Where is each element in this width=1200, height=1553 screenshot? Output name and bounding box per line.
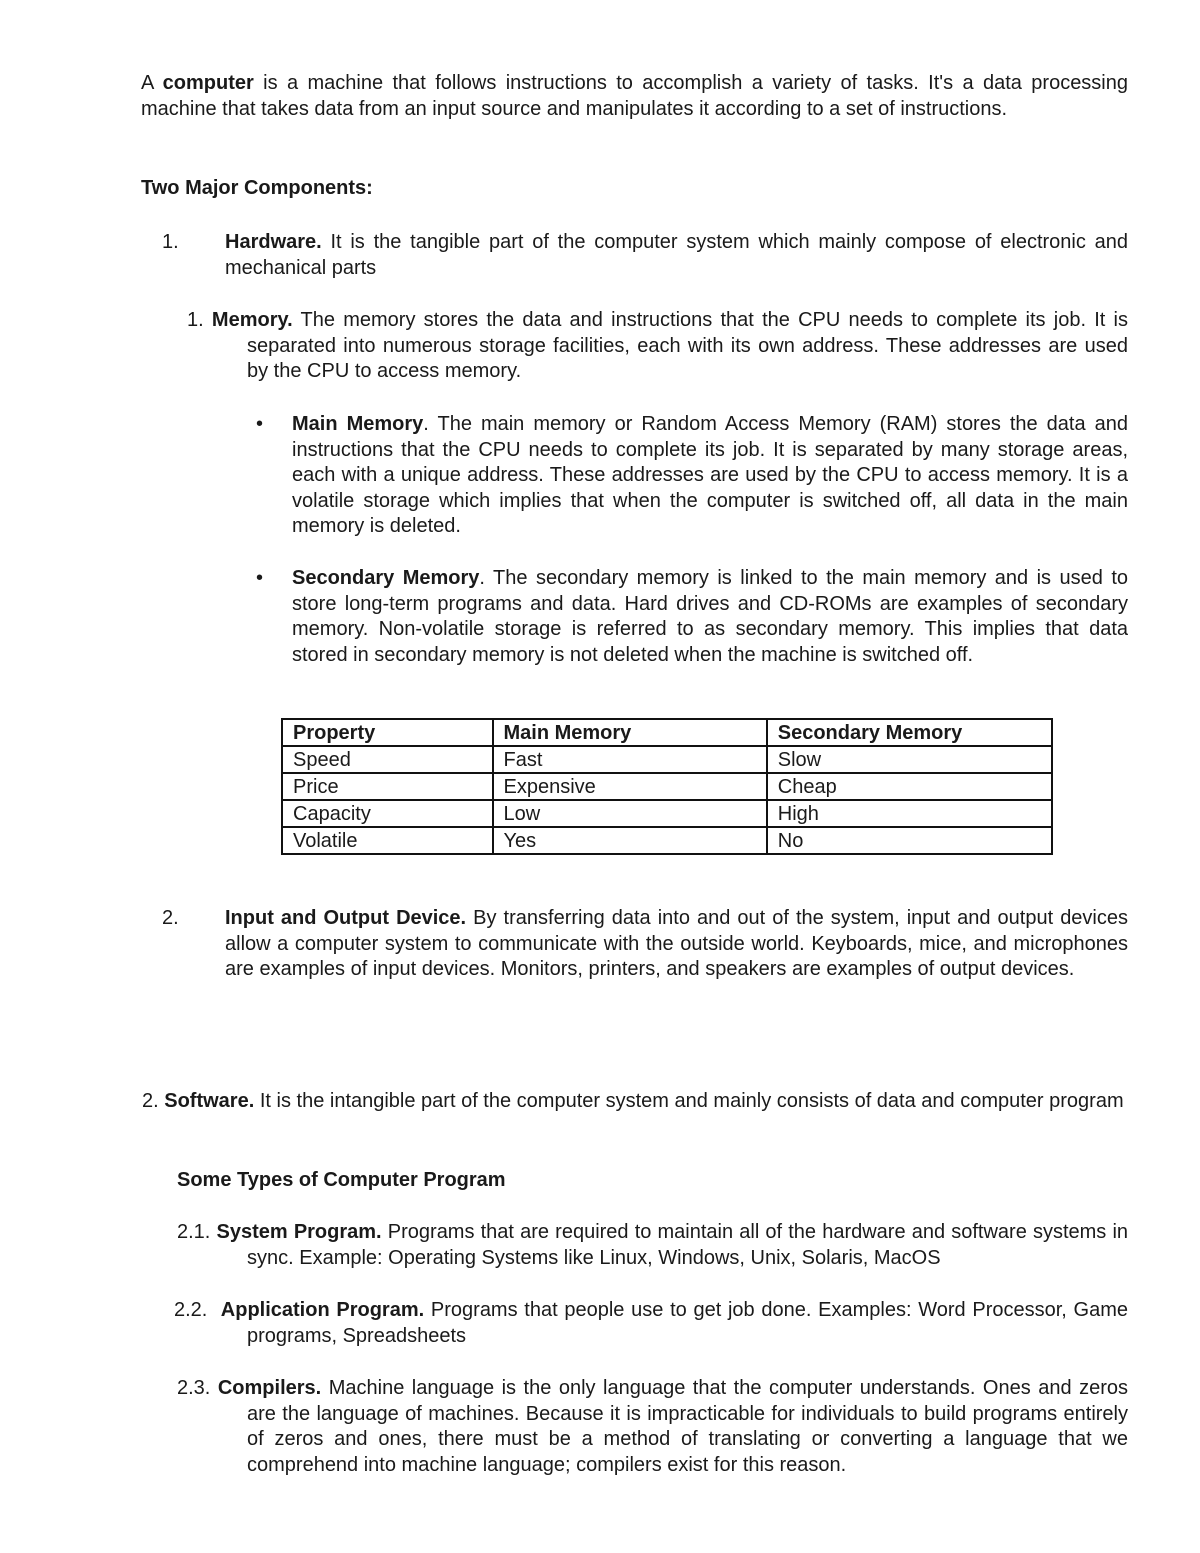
main-memory-paragraph	[292, 412, 1128, 540]
memory-text: The memory stores the data and instructions that the CPU needs to complete its job. It is separated into numerous storage facilities, each with its own address. These addresses are used by the CPU to access memory.	[247, 309, 1128, 382]
table-row	[282, 773, 1052, 800]
table-cell: Low	[493, 800, 767, 827]
software-text: It is the intangible part of the computer system and mainly consists of data and computer program	[259, 1090, 1124, 1112]
program-types-heading: Some Types of Computer Program	[177, 1169, 506, 1191]
secondary-memory-text: . The secondary memory is linked to the main memory and is used to store long-term programs and data. Hard drives and CD-ROMs are examples of secondary memory. Non-volatile storage is referred to as secondary memory. This implies that data stored in secondary memory is not deleted when the machine is switched off.	[292, 567, 1128, 666]
table-header-cell: Property	[282, 719, 493, 746]
secondary-memory-term: Secondary Memory	[292, 567, 480, 589]
main-memory-bullet: •	[256, 413, 264, 435]
table-cell: Yes	[493, 827, 767, 854]
table-cell: Price	[282, 773, 493, 800]
io-device-paragraph	[225, 906, 1128, 983]
software-paragraph	[142, 1089, 1128, 1115]
io-device-term: Input and Output Device.	[225, 907, 467, 929]
system-program-text: Programs that are required to maintain all of the hardware and software systems in sync. Example: Operating Systems like Linux, Windows, Unix, Solaris, MacOS	[247, 1221, 1129, 1269]
table-cell: No	[767, 827, 1052, 854]
compilers-text: Machine language is the only language that the computer understands. Ones and zeros are the language of machines. Because it is impracticable for individuals to build programs entirely of zeros and ones, there must be a method of translating or converting a language that we comprehend into machine language; compilers exist for this reason.	[247, 1377, 1128, 1476]
system-program-number: 2.1.	[177, 1221, 211, 1243]
secondary-memory-paragraph	[292, 566, 1128, 668]
table-row	[282, 746, 1052, 773]
table-cell: Cheap	[767, 773, 1052, 800]
io-device-text: By transferring data into and out of the system, input and output devices allow a computer system to communicate with the outside world. Keyboards, mice, and microphones are examples of input devices. Monitors, printers, and speakers are examples of output devices.	[225, 907, 1128, 980]
table-header-row	[282, 719, 1052, 746]
memory-number: 1.	[187, 309, 204, 331]
compilers-paragraph	[177, 1376, 1128, 1478]
intro-article: A	[141, 72, 154, 94]
components-heading: Two Major Components:	[141, 177, 373, 199]
memory-comparison-table	[281, 718, 1053, 855]
intro-term: computer	[162, 72, 254, 94]
application-program-paragraph	[174, 1298, 1129, 1349]
application-program-number: 2.2.	[174, 1299, 208, 1321]
table-cell: Fast	[493, 746, 767, 773]
table-cell: Speed	[282, 746, 493, 773]
compilers-number: 2.3.	[177, 1377, 211, 1399]
main-memory-term: Main Memory	[292, 413, 424, 435]
hardware-text: It is the tangible part of the computer system which mainly compose of electronic and mechanical parts	[225, 231, 1128, 279]
application-program-text: Programs that people use to get job done. Examples: Word Processor, Game programs, Spreadsheets	[247, 1299, 1129, 1347]
system-program-paragraph	[177, 1220, 1129, 1271]
table-header-cell: Secondary Memory	[767, 719, 1052, 746]
main-memory-text: . The main memory or Random Access Memory (RAM) stores the data and instructions that the CPU needs to complete its job. It is separated by many storage areas, each with a unique address. These addresses are used by the CPU to access memory. It is a volatile storage which implies that when the computer is switched off, all data in the main memory is deleted.	[292, 413, 1128, 537]
hardware-number: 1.	[162, 231, 179, 253]
io-device-number: 2.	[162, 907, 179, 929]
table-cell: Volatile	[282, 827, 493, 854]
table-cell: Slow	[767, 746, 1052, 773]
software-number: 2.	[142, 1090, 159, 1112]
intro-paragraph	[141, 71, 1128, 122]
system-program-term: System Program.	[216, 1221, 382, 1243]
table-row	[282, 800, 1052, 827]
memory-term: Memory.	[211, 309, 293, 331]
table-cell: Expensive	[493, 773, 767, 800]
application-program-term: Application Program.	[220, 1299, 425, 1321]
secondary-memory-bullet: •	[256, 567, 264, 589]
table-header-cell: Main Memory	[493, 719, 767, 746]
memory-paragraph	[187, 308, 1128, 385]
hardware-term: Hardware.	[225, 231, 322, 253]
table-cell: High	[767, 800, 1052, 827]
table-cell: Capacity	[282, 800, 493, 827]
compilers-term: Compilers.	[217, 1377, 322, 1399]
hardware-paragraph	[225, 230, 1128, 281]
intro-text: is a machine that follows instructions to accomplish a variety of tasks. It's a data processing machine that takes data from an input source and manipulates it according to a set of instructions.	[141, 72, 1129, 120]
software-term: Software.	[164, 1090, 255, 1112]
table-row	[282, 827, 1052, 854]
